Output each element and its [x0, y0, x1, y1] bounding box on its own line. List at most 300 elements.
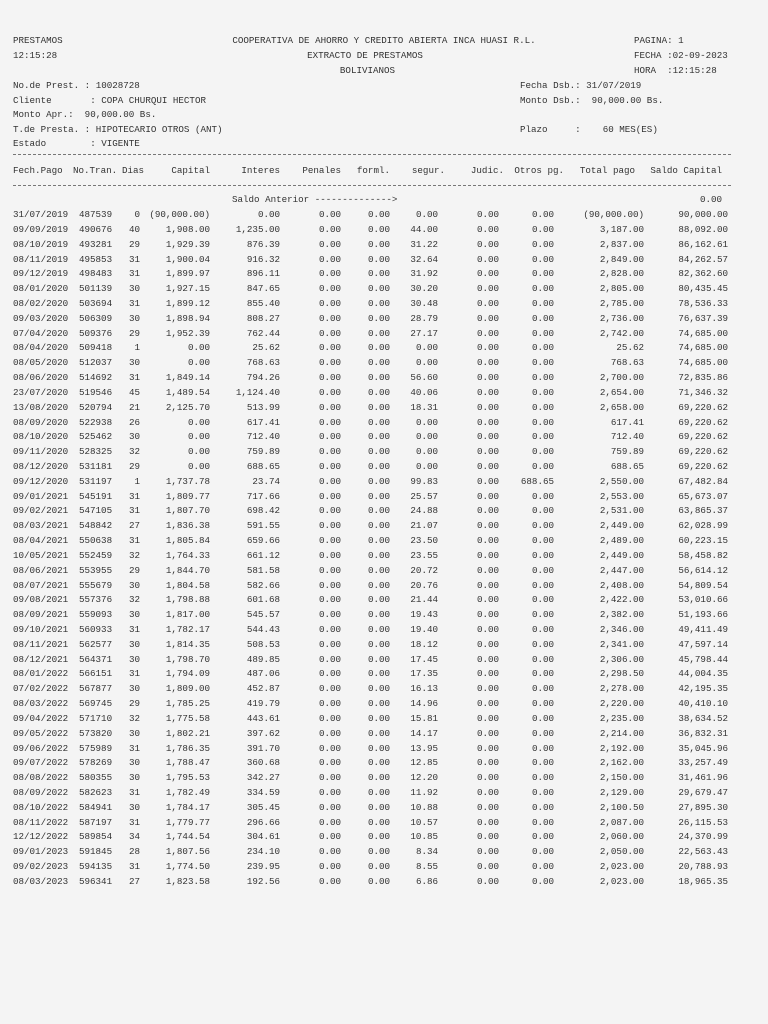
cell-interes: 661.12 — [246, 549, 280, 561]
cell-dias: 30 — [128, 431, 140, 443]
cell-fecha-pago: 08/09/2021 — [13, 609, 69, 621]
cell-total-pago: 2,700.00 — [599, 372, 644, 383]
cell-capital: 1,744.54 — [165, 831, 210, 843]
cell-no-tran: 520794 — [79, 401, 113, 413]
cell-dias: 30 — [128, 357, 140, 369]
cell-capital: 1,782.17 — [165, 624, 210, 635]
cell-saldo-capital: 80,435.45 — [678, 283, 728, 295]
cell-interes: 768.63 — [246, 357, 280, 369]
cell-total-pago: 2,298.50 — [599, 668, 644, 680]
cell-dias: 30 — [128, 683, 140, 695]
cell-dias: 30 — [128, 757, 140, 769]
cell-judic: 0.00 — [476, 609, 499, 621]
cell-capital: 1,929.39 — [165, 238, 210, 250]
report-hour: HORA :12:15:28 — [634, 65, 717, 76]
cell-fecha-pago: 08/09/2022 — [13, 787, 69, 798]
cell-dias: 30 — [128, 727, 140, 739]
cell-segur: 14.96 — [410, 698, 438, 710]
cell-otros-pg: 0.00 — [531, 342, 554, 354]
cell-saldo-capital: 69,220.62 — [678, 446, 728, 458]
cell-interes: 582.66 — [246, 579, 280, 591]
cell-otros-pg: 0.00 — [531, 816, 554, 828]
cell-no-tran: 512037 — [79, 357, 113, 369]
cell-judic: 0.00 — [476, 594, 499, 606]
cell-total-pago: 2,214.00 — [599, 727, 644, 739]
col-total-pago: Total pago — [579, 165, 635, 176]
cell-otros-pg: 0.00 — [531, 727, 554, 739]
cell-saldo-capital: 18,965.35 — [678, 875, 728, 887]
cell-capital: 1,899.12 — [165, 297, 210, 309]
cell-interes: 855.40 — [246, 297, 280, 309]
cell-saldo-capital: 44,004.35 — [678, 668, 728, 680]
cell-total-pago: 2,422.00 — [599, 594, 644, 606]
cell-saldo-capital: 69,220.62 — [678, 401, 728, 413]
cell-fecha-pago: 08/01/2020 — [13, 283, 69, 295]
cell-segur: 32.64 — [410, 253, 438, 265]
divider — [13, 185, 731, 186]
cell-judic: 0.00 — [476, 327, 499, 339]
cell-no-tran: 591845 — [79, 846, 113, 858]
table-row — [0, 490, 768, 504]
table-row — [0, 460, 768, 474]
cell-dias: 30 — [128, 772, 140, 784]
cell-capital: 1,807.56 — [165, 846, 210, 858]
cell-fecha-pago: 08/11/2019 — [13, 253, 69, 265]
cell-fecha-pago: 12/12/2022 — [13, 831, 69, 843]
cell-total-pago: (90,000.00) — [583, 209, 644, 220]
cell-dias: 1 — [134, 342, 140, 354]
cell-dias: 27 — [128, 520, 140, 532]
cell-forml: 0.00 — [367, 223, 390, 235]
table-row — [0, 416, 768, 430]
cell-no-tran: 594135 — [79, 861, 113, 873]
table-row — [0, 830, 768, 844]
cell-no-tran: 514692 — [79, 372, 113, 383]
cell-interes: 896.11 — [246, 268, 280, 280]
report-title: EXTRACTO DE PRESTAMOS — [307, 50, 423, 61]
cell-otros-pg: 0.00 — [531, 609, 554, 621]
cell-otros-pg: 0.00 — [531, 787, 554, 798]
cell-fecha-pago: 08/03/2023 — [13, 875, 69, 887]
cell-fecha-pago: 09/05/2022 — [13, 727, 69, 739]
cell-penales: 0.00 — [318, 209, 341, 220]
cell-no-tran: 495853 — [79, 253, 113, 265]
cell-penales: 0.00 — [318, 698, 341, 710]
cell-judic: 0.00 — [476, 564, 499, 576]
cell-judic: 0.00 — [476, 653, 499, 665]
cell-total-pago: 2,449.00 — [599, 549, 644, 561]
cell-dias: 31 — [128, 372, 140, 383]
cell-total-pago: 2,278.00 — [599, 683, 644, 695]
cell-penales: 0.00 — [318, 297, 341, 309]
cell-penales: 0.00 — [318, 283, 341, 295]
loan-status: Estado : VIGENTE — [13, 138, 140, 149]
cell-total-pago: 617.41 — [610, 416, 644, 428]
cell-total-pago: 2,192.00 — [599, 742, 644, 754]
cell-capital: 1,775.58 — [165, 712, 210, 724]
cell-total-pago: 2,235.00 — [599, 712, 644, 724]
cell-saldo-capital: 69,220.62 — [678, 460, 728, 472]
cell-dias: 34 — [128, 831, 140, 843]
cell-otros-pg: 0.00 — [531, 268, 554, 280]
cell-interes: 876.39 — [246, 238, 280, 250]
cell-forml: 0.00 — [367, 327, 390, 339]
cell-interes: 443.61 — [246, 712, 280, 724]
table-row — [0, 682, 768, 696]
loan-term: Plazo : 60 MES(ES) — [520, 124, 658, 135]
cell-penales: 0.00 — [318, 668, 341, 680]
page-number: PAGINA: 1 — [634, 35, 684, 46]
cell-forml: 0.00 — [367, 431, 390, 443]
cell-forml: 0.00 — [367, 801, 390, 813]
cell-forml: 0.00 — [367, 742, 390, 754]
table-row — [0, 638, 768, 652]
cell-otros-pg: 0.00 — [531, 698, 554, 710]
table-row — [0, 504, 768, 518]
cell-saldo-capital: 36,832.31 — [678, 727, 728, 739]
cell-segur: 0.00 — [415, 209, 438, 220]
cell-capital: 1,844.70 — [165, 564, 210, 576]
cell-segur: 23.50 — [410, 535, 438, 546]
col-judic: Judic. — [470, 165, 504, 176]
cell-capital: 0.00 — [187, 416, 210, 428]
cell-interes: 762.44 — [246, 327, 280, 339]
cell-penales: 0.00 — [318, 253, 341, 265]
disbursement-date: Fecha Dsb.: 31/07/2019 — [520, 80, 642, 91]
cell-interes: 25.62 — [252, 342, 280, 354]
table-row — [0, 801, 768, 815]
cell-segur: 21.44 — [410, 594, 438, 606]
cell-judic: 0.00 — [476, 698, 499, 710]
cell-penales: 0.00 — [318, 549, 341, 561]
cell-segur: 10.85 — [410, 831, 438, 843]
cell-segur: 13.95 — [410, 742, 438, 754]
cell-fecha-pago: 09/07/2022 — [13, 757, 69, 769]
table-row — [0, 341, 768, 355]
cell-segur: 31.22 — [410, 238, 438, 250]
cell-judic: 0.00 — [476, 253, 499, 265]
cell-forml: 0.00 — [367, 416, 390, 428]
cell-total-pago: 2,736.00 — [599, 312, 644, 324]
cell-forml: 0.00 — [367, 372, 390, 383]
cell-fecha-pago: 09/12/2020 — [13, 475, 69, 487]
cell-forml: 0.00 — [367, 579, 390, 591]
cell-forml: 0.00 — [367, 283, 390, 295]
cell-penales: 0.00 — [318, 386, 341, 398]
cell-total-pago: 2,553.00 — [599, 490, 644, 502]
cell-forml: 0.00 — [367, 624, 390, 635]
cell-saldo-capital: 42,195.35 — [678, 683, 728, 695]
cell-segur: 18.31 — [410, 401, 438, 413]
client-name: Cliente : COPA CHURQUI HECTOR — [13, 95, 206, 106]
cell-segur: 12.85 — [410, 757, 438, 769]
table-row — [0, 282, 768, 296]
cell-capital: 1,809.00 — [165, 683, 210, 695]
cell-otros-pg: 0.00 — [531, 549, 554, 561]
cell-forml: 0.00 — [367, 772, 390, 784]
cell-saldo-capital: 49,411.49 — [678, 624, 728, 635]
cell-fecha-pago: 08/10/2022 — [13, 801, 69, 813]
cell-dias: 30 — [128, 801, 140, 813]
cell-penales: 0.00 — [318, 831, 341, 843]
col-otros-pg: Otros pg. — [514, 165, 564, 176]
cell-capital: 1,809.77 — [165, 490, 210, 502]
cell-fecha-pago: 08/06/2021 — [13, 564, 69, 576]
table-row — [0, 238, 768, 252]
cell-saldo-capital: 29,679.47 — [678, 787, 728, 798]
cell-saldo-capital: 20,788.93 — [678, 861, 728, 873]
cell-forml: 0.00 — [367, 490, 390, 502]
cell-capital: 0.00 — [187, 357, 210, 369]
cell-forml: 0.00 — [367, 831, 390, 843]
cell-otros-pg: 0.00 — [531, 446, 554, 458]
cell-fecha-pago: 08/04/2021 — [13, 535, 69, 546]
cell-segur: 16.13 — [410, 683, 438, 695]
cell-capital: 0.00 — [187, 446, 210, 458]
cell-capital: 1,927.15 — [165, 283, 210, 295]
table-row — [0, 771, 768, 785]
cell-penales: 0.00 — [318, 475, 341, 487]
cell-fecha-pago: 09/03/2020 — [13, 312, 69, 324]
cell-no-tran: 575989 — [79, 742, 113, 754]
cell-saldo-capital: 72,835.86 — [678, 372, 728, 383]
cell-judic: 0.00 — [476, 549, 499, 561]
cell-no-tran: 490676 — [79, 223, 113, 235]
cell-total-pago: 2,341.00 — [599, 638, 644, 650]
cell-no-tran: 587197 — [79, 816, 113, 828]
cell-no-tran: 584941 — [79, 801, 113, 813]
cell-interes: 508.53 — [246, 638, 280, 650]
cell-capital: 1,807.70 — [165, 505, 210, 517]
cell-saldo-capital: 35,045.96 — [678, 742, 728, 754]
cell-segur: 0.00 — [415, 416, 438, 428]
cell-saldo-capital: 74,685.00 — [678, 357, 728, 369]
cell-no-tran: 559093 — [79, 609, 113, 621]
cell-saldo-capital: 22,563.43 — [678, 846, 728, 858]
cell-capital: 1,795.53 — [165, 772, 210, 784]
cell-penales: 0.00 — [318, 535, 341, 546]
cell-otros-pg: 0.00 — [531, 683, 554, 695]
cell-capital: 1,899.97 — [165, 268, 210, 280]
cell-no-tran: 569745 — [79, 698, 113, 710]
cell-judic: 0.00 — [476, 357, 499, 369]
cell-saldo-capital: 53,010.66 — [678, 594, 728, 606]
loan-type: T.de Presta. : HIPOTECARIO OTROS (ANT) — [13, 124, 223, 135]
cell-dias: 29 — [128, 460, 140, 472]
cell-segur: 30.20 — [410, 283, 438, 295]
cell-fecha-pago: 31/07/2019 — [13, 209, 69, 220]
cell-judic: 0.00 — [476, 416, 499, 428]
cell-judic: 0.00 — [476, 283, 499, 295]
cell-otros-pg: 0.00 — [531, 861, 554, 873]
cell-otros-pg: 0.00 — [531, 594, 554, 606]
cell-capital: 1,900.04 — [165, 253, 210, 265]
cell-capital: 1,798.70 — [165, 653, 210, 665]
cell-dias: 31 — [128, 297, 140, 309]
table-row — [0, 875, 768, 889]
cell-forml: 0.00 — [367, 549, 390, 561]
cell-no-tran: 589854 — [79, 831, 113, 843]
cell-penales: 0.00 — [318, 327, 341, 339]
currency-label: BOLIVIANOS — [339, 65, 396, 76]
cell-saldo-capital: 47,597.14 — [678, 638, 728, 650]
cell-saldo-capital: 27,895.30 — [678, 801, 728, 813]
cell-saldo-capital: 38,634.52 — [678, 712, 728, 724]
cell-otros-pg: 0.00 — [531, 653, 554, 665]
cell-forml: 0.00 — [367, 712, 390, 724]
cell-judic: 0.00 — [476, 712, 499, 724]
cell-capital: 1,784.17 — [165, 801, 210, 813]
cell-no-tran: 578269 — [79, 757, 113, 769]
cell-no-tran: 555679 — [79, 579, 113, 591]
cell-penales: 0.00 — [318, 683, 341, 695]
cell-dias: 30 — [128, 312, 140, 324]
cell-saldo-capital: 45,798.44 — [678, 653, 728, 665]
cell-otros-pg: 0.00 — [531, 372, 554, 383]
report-date: FECHA :02-09-2023 — [634, 50, 728, 61]
cell-penales: 0.00 — [318, 490, 341, 502]
cell-fecha-pago: 09/02/2021 — [13, 505, 69, 517]
cell-no-tran: 547105 — [79, 505, 113, 517]
cell-interes: 419.79 — [246, 698, 280, 710]
cell-dias: 29 — [128, 564, 140, 576]
cell-capital: 1,788.47 — [165, 757, 210, 769]
cell-fecha-pago: 09/02/2023 — [13, 861, 69, 873]
table-row — [0, 697, 768, 711]
table-row — [0, 327, 768, 341]
cell-no-tran: 509418 — [79, 342, 113, 354]
col-saldo-capital: Saldo Capital — [650, 165, 722, 176]
cell-fecha-pago: 08/12/2020 — [13, 460, 69, 472]
disbursement-amount: Monto Dsb.: 90,000.00 Bs. — [520, 95, 664, 106]
cell-otros-pg: 0.00 — [531, 742, 554, 754]
cell-no-tran: 531181 — [79, 460, 113, 472]
cell-no-tran: 506309 — [79, 312, 113, 324]
cell-interes: 452.87 — [246, 683, 280, 695]
cell-total-pago: 2,849.00 — [599, 253, 644, 265]
cell-segur: 18.12 — [410, 638, 438, 650]
cell-dias: 40 — [128, 223, 140, 235]
cell-penales: 0.00 — [318, 653, 341, 665]
cell-segur: 10.57 — [410, 816, 438, 828]
cell-dias: 31 — [128, 268, 140, 280]
cell-total-pago: 3,187.00 — [599, 223, 644, 235]
cell-total-pago: 712.40 — [610, 431, 644, 443]
cell-total-pago: 759.89 — [610, 446, 644, 458]
cell-segur: 24.88 — [410, 505, 438, 517]
cell-judic: 0.00 — [476, 223, 499, 235]
cell-segur: 27.17 — [410, 327, 438, 339]
cell-fecha-pago: 08/05/2020 — [13, 357, 69, 369]
cell-otros-pg: 0.00 — [531, 460, 554, 472]
cell-judic: 0.00 — [476, 460, 499, 472]
cell-total-pago: 2,828.00 — [599, 268, 644, 280]
cell-interes: 617.41 — [246, 416, 280, 428]
cell-saldo-capital: 67,482.84 — [678, 475, 728, 487]
cell-capital: 1,814.35 — [165, 638, 210, 650]
cell-penales: 0.00 — [318, 579, 341, 591]
cell-judic: 0.00 — [476, 505, 499, 517]
table-row — [0, 786, 768, 800]
cell-interes: 581.58 — [246, 564, 280, 576]
table-row — [0, 608, 768, 622]
cell-saldo-capital: 74,685.00 — [678, 342, 728, 354]
cell-capital: 1,782.49 — [165, 787, 210, 798]
cell-no-tran: 582623 — [79, 787, 113, 798]
cell-forml: 0.00 — [367, 861, 390, 873]
cell-dias: 0 — [134, 209, 140, 220]
cell-segur: 11.92 — [410, 787, 438, 798]
cell-capital: 0.00 — [187, 460, 210, 472]
cell-penales: 0.00 — [318, 727, 341, 739]
cell-saldo-capital: 58,458.82 — [678, 549, 728, 561]
cell-segur: 0.00 — [415, 446, 438, 458]
cell-total-pago: 2,489.00 — [599, 535, 644, 546]
cell-total-pago: 2,220.00 — [599, 698, 644, 710]
cell-dias: 21 — [128, 401, 140, 413]
cell-total-pago: 2,805.00 — [599, 283, 644, 295]
cell-penales: 0.00 — [318, 787, 341, 798]
cell-otros-pg: 0.00 — [531, 579, 554, 591]
cell-no-tran: 498483 — [79, 268, 113, 280]
col-dias: Dias — [121, 165, 144, 176]
cell-otros-pg: 0.00 — [531, 668, 554, 680]
cell-capital: 1,952.39 — [165, 327, 210, 339]
table-row — [0, 312, 768, 326]
cell-forml: 0.00 — [367, 268, 390, 280]
cell-penales: 0.00 — [318, 312, 341, 324]
cell-judic: 0.00 — [476, 446, 499, 458]
loan-number: No.de Prest. : 10028728 — [13, 80, 140, 91]
cell-otros-pg: 0.00 — [531, 431, 554, 443]
cell-otros-pg: 0.00 — [531, 875, 554, 887]
cell-dias: 29 — [128, 327, 140, 339]
cell-total-pago: 2,346.00 — [599, 624, 644, 635]
cell-forml: 0.00 — [367, 683, 390, 695]
cell-forml: 0.00 — [367, 757, 390, 769]
cell-penales: 0.00 — [318, 624, 341, 635]
cell-fecha-pago: 07/04/2020 — [13, 327, 69, 339]
cell-judic: 0.00 — [476, 475, 499, 487]
previous-balance-row — [0, 193, 768, 207]
cell-forml: 0.00 — [367, 594, 390, 606]
cell-otros-pg: 0.00 — [531, 801, 554, 813]
table-row — [0, 519, 768, 533]
column-header-row — [0, 164, 768, 178]
cell-forml: 0.00 — [367, 609, 390, 621]
table-row — [0, 845, 768, 859]
cell-segur: 30.48 — [410, 297, 438, 309]
col-no-tran: No.Tran. — [73, 165, 118, 176]
cell-penales: 0.00 — [318, 238, 341, 250]
table-row — [0, 667, 768, 681]
cell-capital: 1,785.25 — [165, 698, 210, 710]
cell-interes: 794.26 — [246, 372, 280, 383]
cell-interes: 23.74 — [252, 475, 280, 487]
cell-interes: 513.99 — [246, 401, 280, 413]
cell-penales: 0.00 — [318, 223, 341, 235]
cell-fecha-pago: 08/07/2021 — [13, 579, 69, 591]
cell-penales: 0.00 — [318, 446, 341, 458]
cell-saldo-capital: 90,000.00 — [678, 209, 728, 220]
cell-interes: 234.10 — [246, 846, 280, 858]
table-row — [0, 475, 768, 489]
cell-penales: 0.00 — [318, 742, 341, 754]
cell-judic: 0.00 — [476, 268, 499, 280]
cell-fecha-pago: 08/08/2022 — [13, 772, 69, 784]
cell-total-pago: 2,060.00 — [599, 831, 644, 843]
cell-total-pago: 2,742.00 — [599, 327, 644, 339]
